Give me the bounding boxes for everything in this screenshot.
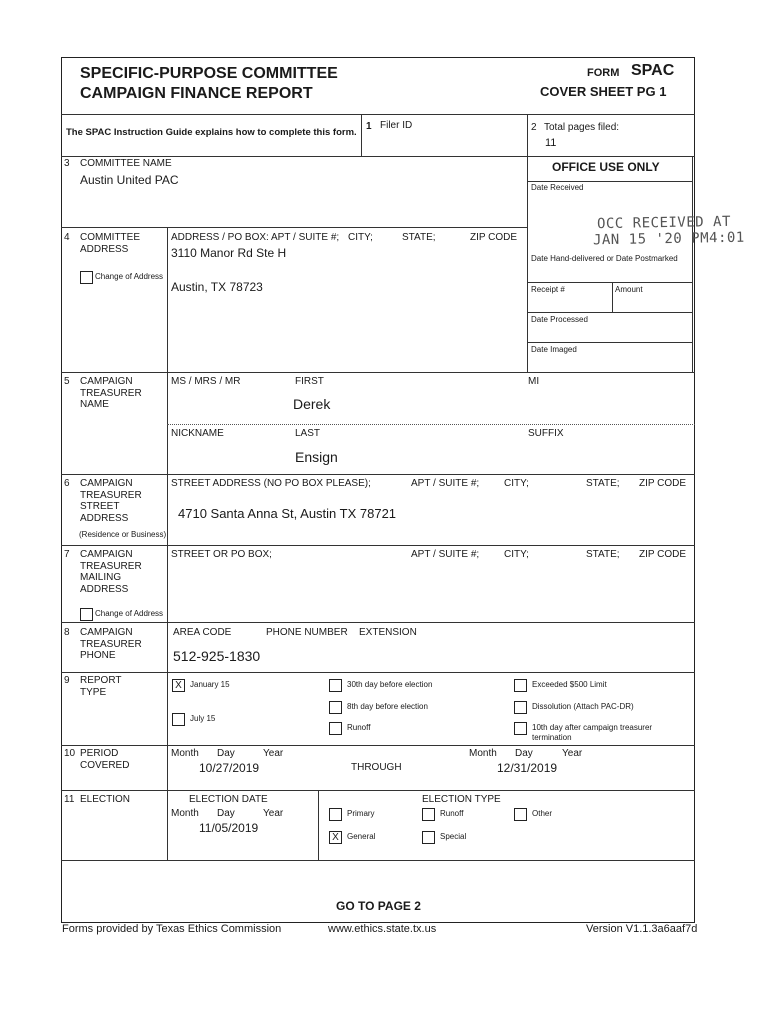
period-from-month-label: Month — [171, 748, 199, 759]
treasurer-mailing-number: 7 — [64, 549, 70, 560]
mi-label: MI — [528, 376, 540, 387]
footer-url: www.ethics.state.tx.us — [328, 923, 437, 935]
special-checkbox[interactable] — [422, 831, 435, 844]
address-header-label: ADDRESS / PO BOX: — [171, 232, 269, 243]
committee-address-line1: 3110 Manor Rd Ste H — [171, 246, 287, 260]
treasurer-phone-label: CAMPAIGN TREASURER PHONE — [80, 627, 142, 661]
street-state-header: STATE; — [586, 478, 620, 489]
runoff-report-checkbox[interactable] — [329, 722, 342, 735]
state-header-label: STATE; — [402, 232, 436, 243]
go-to-page-2: GO TO PAGE 2 — [336, 899, 421, 913]
election-year-label: Year — [263, 808, 284, 819]
suffix-label: SUFFIX — [528, 428, 564, 439]
street-city-header: CITY; — [504, 478, 529, 489]
treasurer-street-value: 4710 Santa Anna St, Austin TX 78721 — [178, 506, 397, 521]
zip-header-label: ZIP CODE — [470, 232, 518, 243]
form-title-line2: CAMPAIGN FINANCE REPORT — [80, 85, 313, 102]
total-pages-number: 2 — [531, 122, 537, 133]
received-stamp-line2: JAN 15 '20 PM4:01 — [592, 229, 745, 249]
election-type-label: ELECTION TYPE — [422, 794, 501, 805]
last-name-label: LAST — [295, 428, 321, 439]
hand-delivered-label: Date Hand-delivered or Date Postmarked — [531, 254, 678, 263]
form-title-line1: SPECIFIC-PURPOSE COMMITTEE — [80, 65, 338, 82]
footer-version: Version V1.1.3a6aaf7d — [586, 923, 698, 935]
period-from-year-label: Year — [263, 748, 284, 759]
dissolution-checkbox[interactable] — [514, 701, 527, 714]
street-zip-header: ZIP CODE — [639, 478, 687, 489]
committee-change-address-label: Change of Address — [95, 272, 164, 281]
other-label: Other — [532, 809, 553, 818]
runoff-election-label: Runoff — [440, 809, 464, 818]
receipt-label: Receipt # — [531, 285, 565, 294]
other-checkbox[interactable] — [514, 808, 527, 821]
extension-label: EXTENSION — [359, 627, 417, 638]
treasurer-name-number: 5 — [64, 376, 70, 387]
exceeded-limit-checkbox[interactable] — [514, 679, 527, 692]
mailing-street-header: STREET OR PO BOX; — [171, 549, 272, 560]
phone-number-label: PHONE NUMBER — [266, 627, 348, 638]
treasurer-last-name: Ensign — [295, 449, 338, 465]
total-pages-value: 11 — [545, 137, 557, 149]
mailing-state-header: STATE; — [586, 549, 620, 560]
total-pages-label: Total pages filed: — [544, 122, 620, 133]
general-checkbox[interactable]: X — [329, 831, 342, 844]
period-label: PERIOD COVERED — [80, 748, 130, 771]
filer-id-label: Filer ID — [380, 120, 413, 131]
election-month-label: Month — [171, 808, 199, 819]
period-to-day-label: Day — [515, 748, 533, 759]
tenth-day-label-1: 10th day after campaign treasurer — [532, 723, 653, 732]
residence-note: (Residence or Business) — [79, 530, 167, 539]
treasurer-street-label: CAMPAIGN TREASURER STREET ADDRESS — [80, 478, 142, 524]
amount-label: Amount — [615, 285, 643, 294]
treasurer-phone-value: 512-925-1830 — [173, 648, 261, 664]
form-label: FORM — [587, 67, 620, 79]
committee-address-number: 4 — [64, 232, 70, 243]
election-label: ELECTION — [80, 794, 131, 805]
election-date-label: ELECTION DATE — [189, 794, 268, 805]
footer-provider: Forms provided by Texas Ethics Commission — [62, 923, 282, 935]
treasurer-street-number: 6 — [64, 478, 70, 489]
day8-checkbox[interactable] — [329, 701, 342, 714]
through-label: THROUGH — [351, 762, 402, 773]
mailing-change-address-label: Change of Address — [95, 609, 164, 618]
report-type-number: 9 — [64, 675, 70, 686]
mailing-zip-header: ZIP CODE — [639, 549, 687, 560]
tenth-day-label-2: termination — [532, 733, 572, 742]
july-15-label: July 15 — [190, 714, 216, 723]
general-label: General — [347, 832, 376, 841]
period-from-value: 10/27/2019 — [199, 761, 260, 775]
day30-checkbox[interactable] — [329, 679, 342, 692]
filer-id-number: 1 — [366, 121, 372, 132]
election-number: 11 — [64, 794, 75, 805]
treasurer-name-label: CAMPAIGN TREASURER NAME — [80, 376, 142, 410]
election-day-label: Day — [217, 808, 235, 819]
mailing-city-header: CITY; — [504, 549, 529, 560]
prefix-label: MS / MRS / MR — [171, 376, 241, 387]
nickname-label: NICKNAME — [171, 428, 224, 439]
received-stamp-line1: OCC RECEIVED AT — [596, 213, 732, 233]
primary-label: Primary — [347, 809, 375, 818]
date-received-label: Date Received — [531, 183, 584, 192]
treasurer-first-name: Derek — [293, 396, 331, 412]
treasurer-phone-number: 8 — [64, 627, 70, 638]
primary-checkbox[interactable] — [329, 808, 342, 821]
first-name-label: FIRST — [295, 376, 324, 387]
date-processed-label: Date Processed — [531, 315, 588, 324]
day8-label: 8th day before election — [347, 702, 428, 711]
july-15-checkbox[interactable] — [172, 713, 185, 726]
tenth-day-checkbox[interactable] — [514, 722, 527, 735]
mailing-apt-header: APT / SUITE #; — [411, 549, 480, 560]
form-code: SPAC — [631, 62, 675, 79]
committee-change-address-checkbox[interactable] — [80, 271, 93, 284]
period-to-value: 12/31/2019 — [497, 761, 558, 775]
street-header-label: STREET ADDRESS (NO PO BOX PLEASE); — [171, 478, 371, 489]
committee-address-line2: Austin, TX 78723 — [171, 280, 263, 294]
committee-address-label: COMMITTEE ADDRESS — [80, 232, 140, 255]
election-date-value: 11/05/2019 — [199, 821, 259, 835]
period-to-month-label: Month — [469, 748, 497, 759]
cover-sheet-label: COVER SHEET PG 1 — [540, 84, 667, 99]
report-type-label: REPORT TYPE — [80, 675, 122, 698]
january-15-checkbox[interactable]: X — [172, 679, 185, 692]
runoff-election-checkbox[interactable] — [422, 808, 435, 821]
committee-name-label: COMMITTEE NAME — [80, 158, 172, 169]
date-imaged-label: Date Imaged — [531, 345, 577, 354]
instructions-text: The SPAC Instruction Guide explains how to complete this form. — [66, 127, 357, 138]
city-header-label: CITY; — [348, 232, 373, 243]
dissolution-label: Dissolution (Attach PAC-DR) — [532, 702, 634, 711]
office-use-title: OFFICE USE ONLY — [552, 160, 660, 174]
apt-header-label: APT / SUITE #; — [271, 232, 340, 243]
exceeded-limit-label: Exceeded $500 Limit — [532, 680, 607, 689]
treasurer-mailing-label: CAMPAIGN TREASURER MAILING ADDRESS — [80, 549, 142, 595]
period-number: 10 — [64, 748, 76, 759]
period-from-day-label: Day — [217, 748, 235, 759]
runoff-report-label: Runoff — [347, 723, 371, 732]
committee-name-value: Austin United PAC — [80, 173, 179, 187]
day30-label: 30th day before election — [347, 680, 433, 689]
january-15-label: January 15 — [190, 680, 230, 689]
mailing-change-address-checkbox[interactable] — [80, 608, 93, 621]
area-code-label: AREA CODE — [173, 627, 232, 638]
street-apt-header: APT / SUITE #; — [411, 478, 480, 489]
committee-name-number: 3 — [64, 158, 70, 169]
period-to-year-label: Year — [562, 748, 583, 759]
special-label: Special — [440, 832, 467, 841]
